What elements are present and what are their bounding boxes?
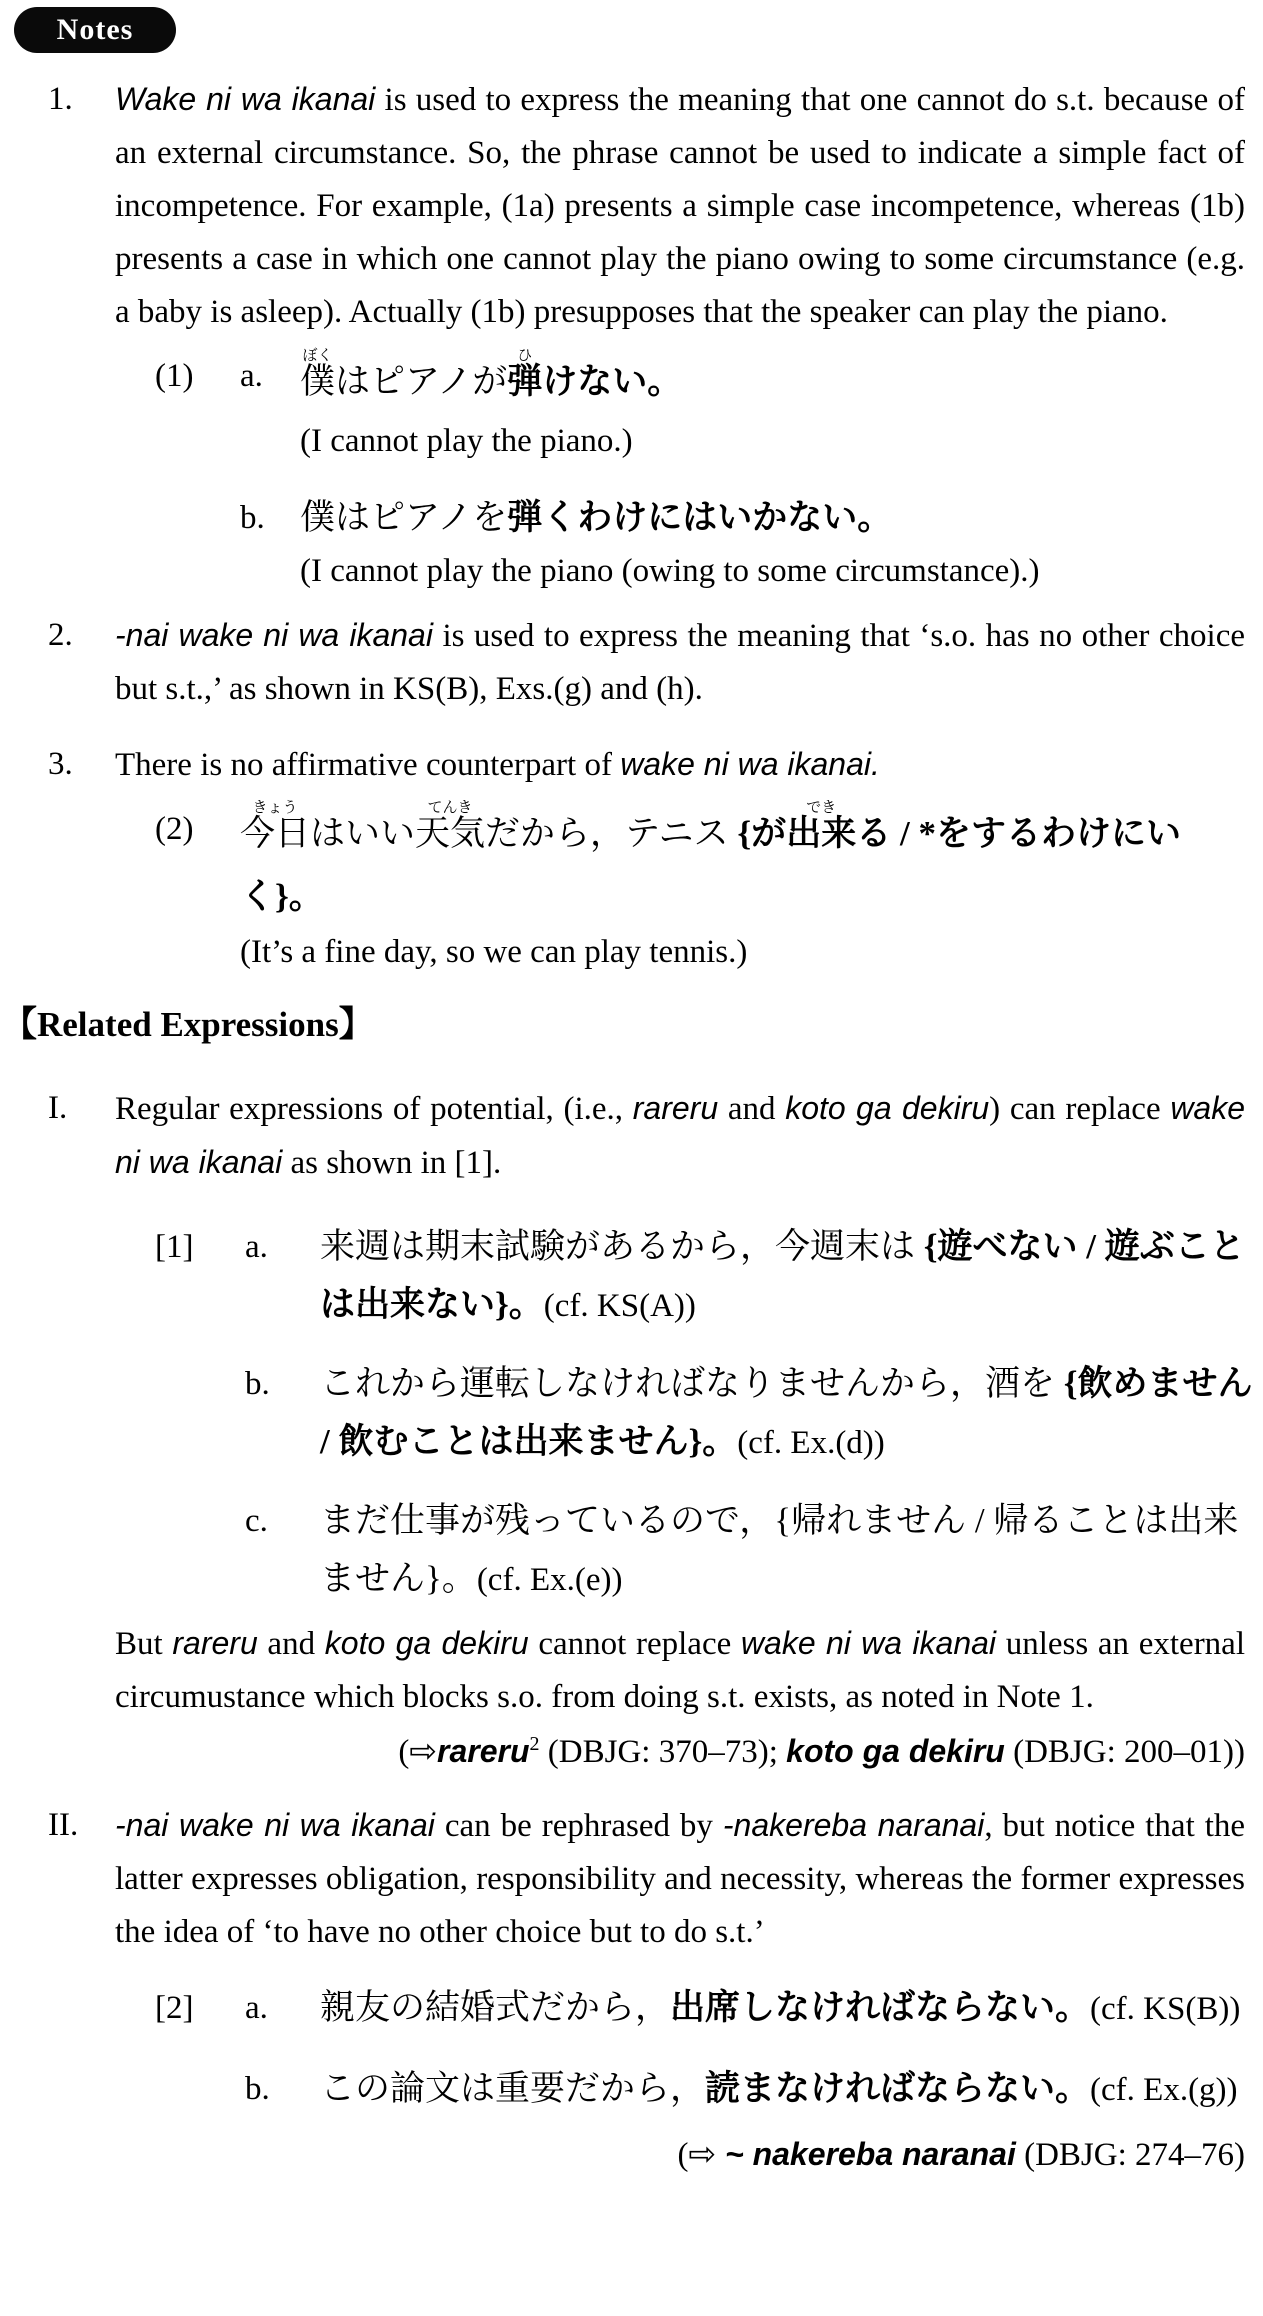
note-item-2 <box>48 609 1245 716</box>
example-bracket2-a <box>155 1979 1263 2038</box>
example-number: (1) <box>155 358 194 394</box>
note-number: 1. <box>48 81 73 117</box>
section-number: I. <box>48 1090 68 1126</box>
example-number-spacer <box>155 489 240 595</box>
example-letter: b. <box>245 1366 270 1402</box>
spacer <box>48 1617 115 1724</box>
example-letter: b. <box>245 2071 270 2107</box>
english-gloss: (It’s a fine day, so we can play tennis.) <box>240 934 748 970</box>
note-paragraph: There is no affirmative counterpart of wake ni wa ikanai. <box>115 746 880 783</box>
example-letter: a. <box>245 1229 268 1265</box>
example-bracket1-c <box>155 1492 1263 1609</box>
example-number: [1] <box>155 1229 194 1265</box>
example-number: (2) <box>155 811 194 847</box>
example-number-spacer <box>155 1492 245 1609</box>
section-paragraph: -nai wake ni wa ikanai can be rephrased by -nakereba naranai, but notice that the latter expresses obligation, responsibility and necessity, whereas the former expresses the idea of ‘to have no other choice but to do s.t.’ <box>115 1807 1246 1950</box>
note-paragraph: Wake ni wa ikanai is used to express the meaning that one cannot do s.t. because of an external circumstance. So, the phrase cannot be used to indicate a simple fact of incompetence. For example, (1a) presents a simple case incompetence, whereas (1b) presents a case in which one cannot play the piano owing to some circumstance (e.g. a baby is asleep). Actually (1b) presupposes that the speaker can play the piano. <box>115 81 1245 330</box>
japanese-sentence: 親友の結婚式だから，出席しなければならない。(cf. KS(B)) <box>320 1988 1241 2027</box>
related-section-2 <box>48 1799 1245 1959</box>
example-bracket2-b <box>155 2060 1263 2119</box>
note-number: 2. <box>48 617 73 653</box>
japanese-sentence: 今日きょうはいい天気てんきだから，テニス {が出来できる / *をするわけにいく}。 <box>240 800 1181 916</box>
example-letter: c. <box>245 1503 268 1539</box>
example-bracket1-b <box>155 1355 1263 1472</box>
example-letter: b. <box>240 500 265 536</box>
section1-note <box>48 1617 1245 1724</box>
english-gloss: (I cannot play the piano.) <box>300 423 633 459</box>
notes-label: Notes <box>56 13 134 46</box>
japanese-sentence: これから運転しなければなりませんから，酒を {飲めません / 飲むことは出来ません}。(cf. Ex.(d)) <box>320 1364 1253 1461</box>
note-paragraph: -nai wake ni wa ikanai is used to express the meaning that ‘s.o. has no other choice but s.t.,’ as shown in KS(B), Exs.(g) and (h). <box>115 617 1246 707</box>
example-1a <box>155 347 1263 465</box>
example-bracket1-a <box>155 1218 1263 1335</box>
japanese-sentence: まだ仕事が残っているので，{帰れません / 帰ることは出来ません}。(cf. Ex.(e)) <box>320 1501 1239 1598</box>
example-letter: a. <box>240 358 263 394</box>
note-item-1 <box>48 73 1245 339</box>
cross-reference: (⇨ ~ nakereba naranai (DBJG: 274–76) <box>677 2134 1245 2173</box>
english-gloss: (I cannot play the piano (owing to some circumstance).) <box>300 553 1040 589</box>
example-number: [2] <box>155 1990 194 2026</box>
note-number: 3. <box>48 746 73 782</box>
japanese-sentence: この論文は重要だから，読まなければならない。(cf. Ex.(g)) <box>320 2069 1238 2108</box>
cross-reference: (⇨rareru$^2$ (DBJG: 370–73); koto ga dekiru (DBJG: 200–01)) <box>398 1731 1245 1770</box>
example-number-spacer <box>155 2060 245 2119</box>
dictionary-page <box>0 7 1263 2316</box>
related-expressions-heading: 【Related Expressions】 <box>2 1005 374 1044</box>
example-1b <box>155 489 1263 595</box>
japanese-sentence: 来週は期末試験があるから，今週末は {遊べない / 遊ぶことは出来ない}。(cf. KS(A)) <box>320 1227 1245 1324</box>
example-number-spacer <box>155 1355 245 1472</box>
japanese-sentence: 僕ぼくはピアノが弾ひけない。 <box>300 348 683 401</box>
example-2 <box>155 800 1263 976</box>
related-section-1 <box>48 1082 1245 1190</box>
section-note-paragraph: But rareru and koto ga dekiru cannot replace wake ni wa ikanai unless an external circumustance which blocks s.o. from doing s.t. exists, as noted in Note 1. <box>115 1625 1246 1715</box>
notes-section-header <box>14 7 176 53</box>
note-item-3 <box>48 738 1245 792</box>
section-paragraph: Regular expressions of potential, (i.e., rareru and koto ga dekiru) can replace wake ni wa ikanai as shown in [1]. <box>115 1090 1246 1181</box>
example-letter: a. <box>245 1990 268 2026</box>
japanese-sentence: 僕はピアノを弾くわけにはいかない。 <box>300 498 893 537</box>
section-number: II. <box>48 1807 79 1843</box>
